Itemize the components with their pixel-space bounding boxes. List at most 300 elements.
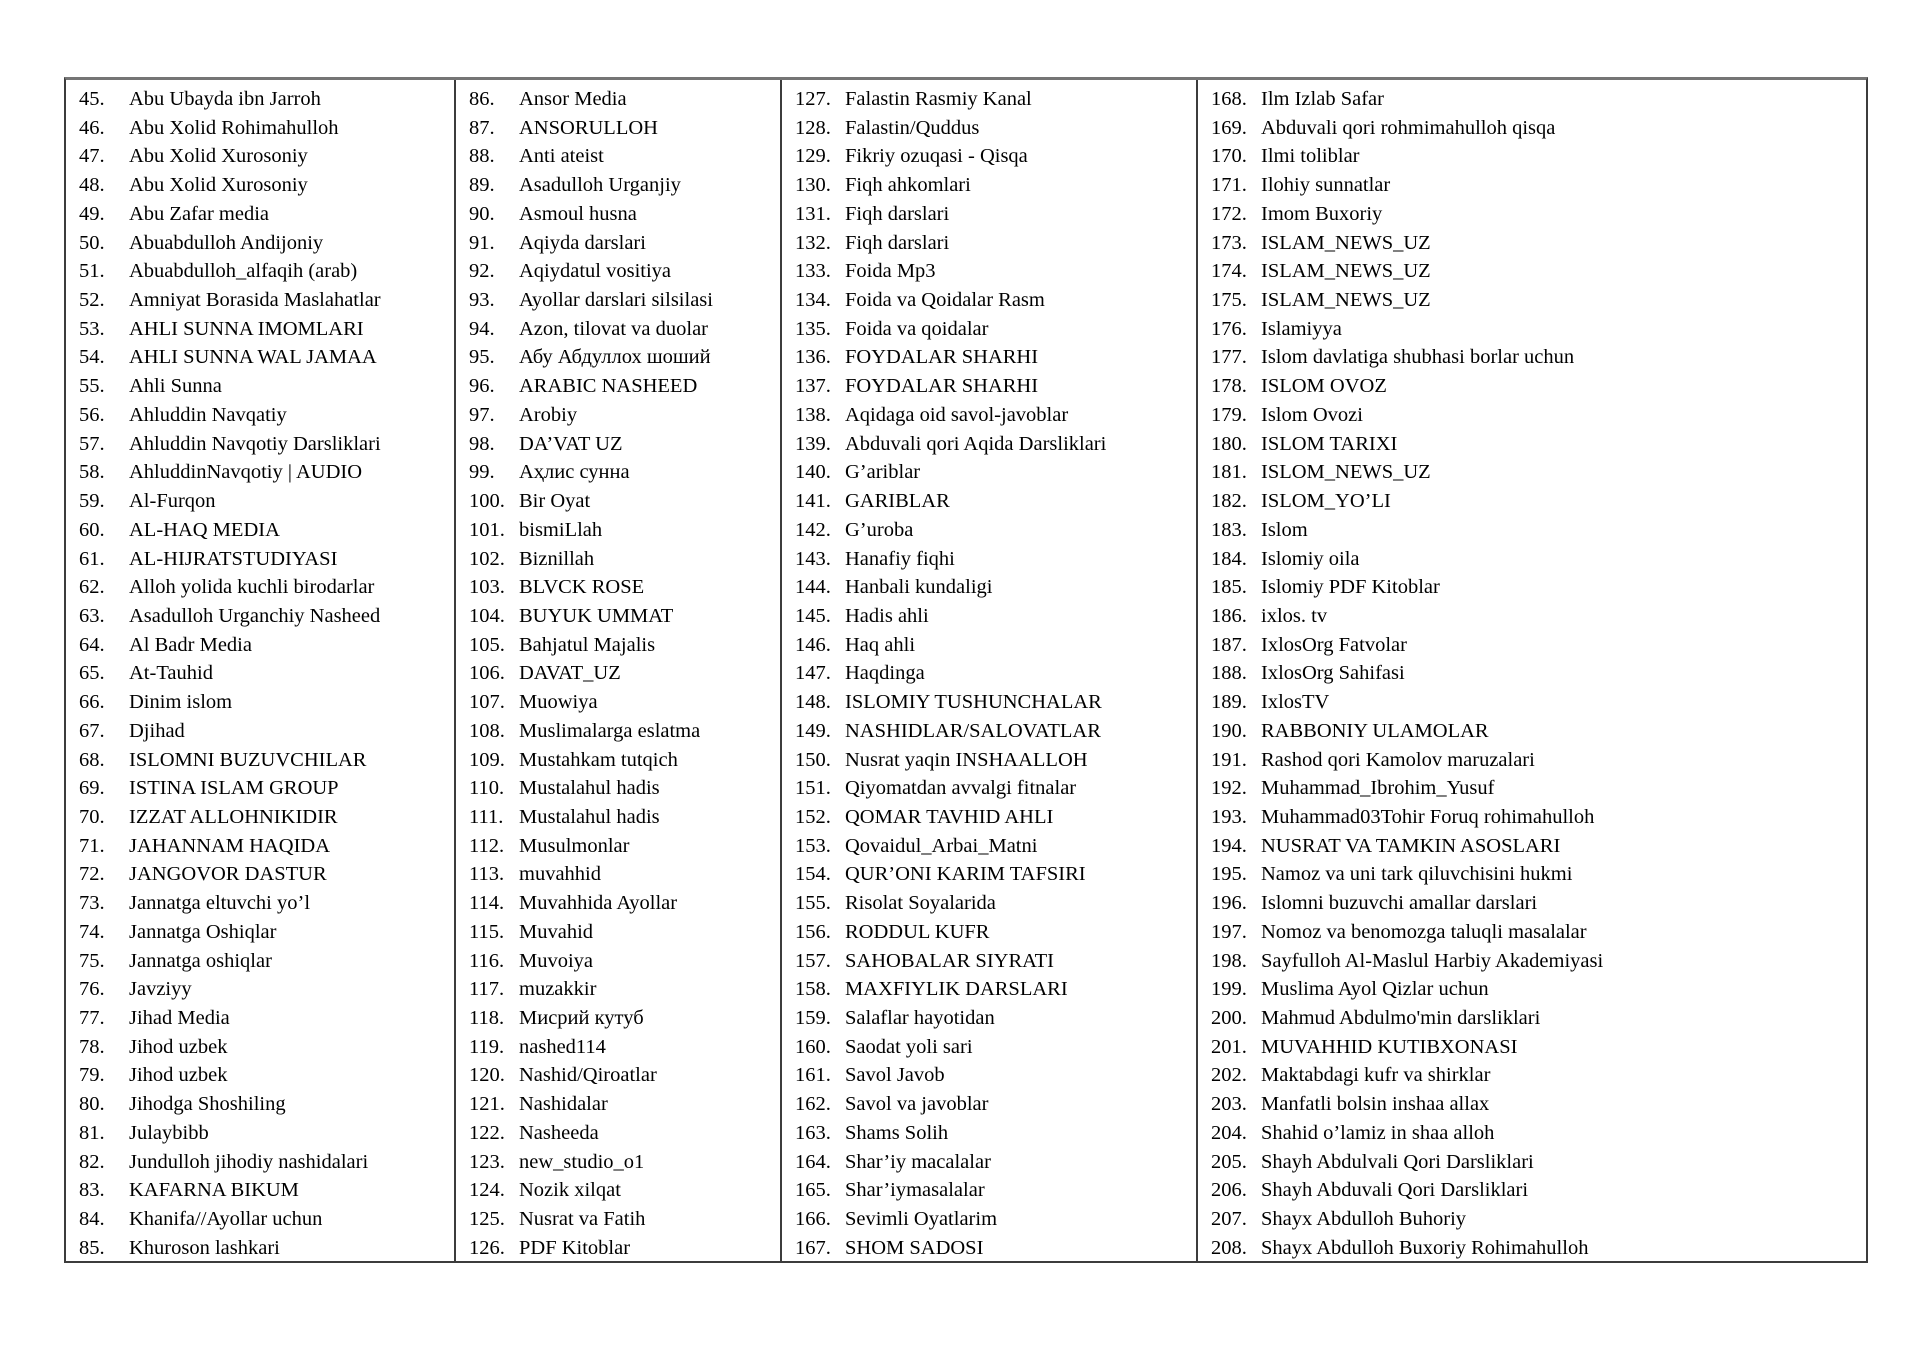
item-number: 114. — [469, 892, 505, 915]
list-item — [795, 746, 1194, 775]
item-number: 76. — [79, 978, 105, 1001]
item-label: Jihad Media — [129, 1007, 230, 1029]
item-label: Azon, tilovat va duolar — [519, 317, 709, 340]
item-label: Muhammad03Tohir Foruq rohimahulloh — [1261, 805, 1595, 828]
item-label: Abu Zafar media — [129, 202, 270, 225]
item-label: Fiqh ahkomlari — [845, 174, 971, 197]
list-item — [469, 114, 778, 143]
item-label: AL-HIJRATSTUDIYASI — [129, 547, 338, 570]
list-item — [469, 1119, 778, 1148]
list-item — [469, 1205, 778, 1234]
item-number: 100. — [469, 490, 505, 513]
item-number: 127. — [795, 88, 831, 110]
list-item — [79, 229, 452, 258]
item-number: 120. — [469, 1064, 505, 1087]
item-label: Jihod uzbek — [129, 1064, 228, 1087]
item-label: Islom Ovozi — [1261, 403, 1363, 426]
list-item — [795, 229, 1194, 258]
item-label: Bahjatul Majalis — [519, 633, 656, 656]
list-item — [1211, 200, 1864, 229]
list-item — [795, 1061, 1194, 1090]
list-item — [79, 1119, 452, 1148]
item-label: Biznillah — [519, 547, 595, 570]
item-number: 157. — [795, 949, 831, 972]
list-item — [1211, 114, 1864, 143]
list-item — [795, 545, 1194, 574]
item-number: 84. — [79, 1208, 105, 1231]
item-label: Ahluddin Navqatiy — [129, 403, 287, 426]
table-column-4 — [1196, 80, 1866, 1261]
item-number: 46. — [79, 116, 105, 139]
item-label: DA’VAT UZ — [519, 432, 623, 455]
item-number: 55. — [79, 375, 105, 398]
item-label: Haq ahli — [845, 633, 916, 656]
item-label: QUR’ONI KARIM TAFSIRI — [845, 863, 1086, 886]
list-item — [469, 947, 778, 976]
list-item — [795, 487, 1194, 516]
item-label: Al-Furqon — [129, 490, 216, 513]
item-number: 135. — [795, 317, 831, 340]
item-label: Jannatga eltuvchi yo’l — [129, 892, 311, 915]
list-item — [79, 142, 452, 171]
list-item — [1211, 430, 1864, 459]
list-item — [469, 1176, 778, 1205]
item-number: 139. — [795, 432, 831, 455]
list-item — [469, 659, 778, 688]
item-label: Rashod qori Kamolov maruzalari — [1261, 748, 1535, 771]
list-item — [1211, 688, 1864, 717]
item-number: 113. — [469, 863, 505, 886]
item-label: IxlosOrg Sahifasi — [1261, 662, 1405, 685]
item-number: 123. — [469, 1150, 505, 1173]
item-number: 196. — [1211, 892, 1247, 915]
item-number: 58. — [79, 461, 105, 484]
list-item — [1211, 774, 1864, 803]
list-item — [795, 631, 1194, 660]
item-number: 183. — [1211, 518, 1247, 541]
list-item — [1211, 229, 1864, 258]
item-label: Abuabdulloh Andijoniy — [129, 231, 324, 254]
item-label: SHOM SADOSI — [845, 1236, 984, 1259]
item-number: 200. — [1211, 1007, 1247, 1029]
item-number: 125. — [469, 1208, 505, 1231]
item-number: 140. — [795, 461, 831, 484]
list-item — [79, 315, 452, 344]
item-number: 205. — [1211, 1150, 1247, 1173]
item-label: Mustalahul hadis — [519, 805, 660, 828]
list-item — [1211, 1061, 1864, 1090]
list-item — [1211, 1119, 1864, 1148]
item-label: Islom — [1261, 518, 1308, 541]
item-label: Jannatga oshiqlar — [129, 949, 272, 972]
item-label: Muvoiya — [519, 949, 594, 972]
item-number: 77. — [79, 1007, 105, 1029]
list-item — [469, 602, 778, 631]
list-item — [795, 430, 1194, 459]
item-label: Asadulloh Urganchiy Nasheed — [129, 604, 381, 627]
list-item — [79, 286, 452, 315]
list-item — [1211, 516, 1864, 545]
item-label: Hadis ahli — [845, 604, 929, 627]
item-label: ISTINA ISLAM GROUP — [129, 777, 339, 800]
item-number: 207. — [1211, 1208, 1247, 1231]
item-label: Amniyat Borasida Maslahatlar — [129, 289, 381, 312]
item-label: Shayx Abdulloh Buxoriy Rohimahulloh — [1261, 1236, 1589, 1259]
item-number: 64. — [79, 633, 105, 656]
item-label: Ayollar darslari silsilasi — [519, 289, 713, 312]
list-item — [469, 688, 778, 717]
list-item — [795, 717, 1194, 746]
item-label: ISLOM TARIXI — [1261, 432, 1398, 455]
list-item — [1211, 746, 1864, 775]
item-label: Shayh Abdulvali Qori Darsliklari — [1261, 1150, 1534, 1173]
item-number: 63. — [79, 604, 105, 627]
item-label: JAHANNAM HAQIDA — [129, 834, 331, 857]
item-label: Mahmud Abdulmo'min darsliklari — [1261, 1007, 1541, 1029]
list-item — [795, 975, 1194, 1004]
item-number: 136. — [795, 346, 831, 369]
item-label: Mustahkam tutqich — [519, 748, 678, 771]
list-item — [1211, 860, 1864, 889]
list-item — [469, 401, 778, 430]
item-number: 98. — [469, 432, 495, 455]
list-item — [469, 889, 778, 918]
item-label: KAFARNA BIKUM — [129, 1179, 299, 1202]
item-label: muvahhid — [519, 863, 601, 886]
list-item — [79, 774, 452, 803]
list-item — [79, 746, 452, 775]
item-label: Julaybibb — [129, 1121, 209, 1144]
list-item — [795, 774, 1194, 803]
item-label: Jundulloh jihodiy nashidalari — [129, 1150, 369, 1173]
item-label: Fiqh darslari — [845, 202, 950, 225]
table-column-2 — [454, 80, 780, 1261]
item-label: ISLOM OVOZ — [1261, 375, 1387, 398]
item-label: MUVAHHID KUTIBXONASI — [1261, 1035, 1518, 1058]
item-number: 155. — [795, 892, 831, 915]
item-number: 182. — [1211, 490, 1247, 513]
item-label: Asmoul husna — [519, 202, 637, 225]
list-item — [469, 573, 778, 602]
list-item — [1211, 343, 1864, 372]
item-number: 119. — [469, 1035, 505, 1058]
list-item — [795, 918, 1194, 947]
item-number: 122. — [469, 1121, 505, 1144]
item-number: 134. — [795, 289, 831, 312]
list-item — [79, 545, 452, 574]
item-number: 67. — [79, 719, 105, 742]
list-item — [79, 487, 452, 516]
item-label: ISLOM_NEWS_UZ — [1261, 461, 1431, 484]
item-label: Islomiy PDF Kitoblar — [1261, 576, 1440, 599]
list-item — [1211, 1033, 1864, 1062]
item-number: 86. — [469, 88, 495, 110]
list-item — [79, 257, 452, 286]
list-item — [1211, 947, 1864, 976]
list-item — [79, 860, 452, 889]
list-item — [79, 573, 452, 602]
list-item — [795, 889, 1194, 918]
item-label: Qovaidul_Arbai_Matni — [845, 834, 1038, 857]
item-label: Javziyy — [129, 978, 192, 1001]
list-item — [1211, 401, 1864, 430]
item-number: 103. — [469, 576, 505, 599]
item-label: Jihodga Shoshiling — [129, 1093, 286, 1116]
item-label: Shams Solih — [845, 1121, 949, 1144]
item-label: Haqdinga — [845, 662, 925, 685]
item-number: 184. — [1211, 547, 1247, 570]
item-number: 102. — [469, 547, 505, 570]
list-item — [79, 343, 452, 372]
item-label: Foida Mp3 — [845, 260, 936, 283]
item-label: Islom davlatiga shubhasi borlar uchun — [1261, 346, 1575, 369]
item-number: 90. — [469, 202, 495, 225]
item-number: 75. — [79, 949, 105, 972]
item-label: Muowiya — [519, 691, 598, 714]
item-number: 128. — [795, 116, 831, 139]
list-item — [79, 1004, 452, 1033]
list-item — [1211, 975, 1864, 1004]
item-number: 71. — [79, 834, 105, 857]
item-label: ISLOMIY TUSHUNCHALAR — [845, 691, 1102, 714]
item-number: 80. — [79, 1093, 105, 1116]
item-number: 189. — [1211, 691, 1247, 714]
list-item — [1211, 458, 1864, 487]
list-item — [1211, 717, 1864, 746]
item-label: nashed114 — [519, 1035, 606, 1058]
item-number: 170. — [1211, 145, 1247, 168]
item-label: Аҳлис сунна — [519, 461, 630, 484]
item-number: 72. — [79, 863, 105, 886]
list-item — [79, 889, 452, 918]
list-item — [79, 171, 452, 200]
item-label: Manfatli bolsin inshaa allax — [1261, 1093, 1490, 1116]
list-item — [469, 1061, 778, 1090]
item-label: Aqidaga oid savol-javoblar — [845, 403, 1069, 426]
list-item — [79, 372, 452, 401]
item-label: Abu Ubayda ibn Jarroh — [129, 88, 321, 110]
item-label: Fikriy ozuqasi - Qisqa — [845, 145, 1028, 168]
item-number: 107. — [469, 691, 505, 714]
list-item — [469, 372, 778, 401]
item-label: Al Badr Media — [129, 633, 252, 656]
item-number: 180. — [1211, 432, 1247, 455]
item-number: 208. — [1211, 1236, 1247, 1259]
list-item — [1211, 832, 1864, 861]
list-item — [79, 458, 452, 487]
item-number: 191. — [1211, 748, 1247, 771]
item-label: Nusrat va Fatih — [519, 1208, 646, 1231]
item-number: 97. — [469, 403, 495, 426]
item-label: bismiLlah — [519, 518, 603, 541]
list-item — [79, 516, 452, 545]
item-label: At-Tauhid — [129, 662, 213, 685]
item-label: Islomni buzuvchi amallar darslari — [1261, 892, 1538, 915]
list-item — [795, 1004, 1194, 1033]
item-number: 70. — [79, 805, 105, 828]
list-item — [795, 602, 1194, 631]
item-label: AHLI SUNNA WAL JAMAA — [129, 346, 377, 369]
list-item — [795, 343, 1194, 372]
list-item — [795, 458, 1194, 487]
list-item — [79, 1234, 452, 1261]
list-item — [79, 85, 452, 114]
list-item — [79, 1090, 452, 1119]
item-number: 178. — [1211, 375, 1247, 398]
list-item — [79, 832, 452, 861]
item-label: Fiqh darslari — [845, 231, 950, 254]
item-number: 108. — [469, 719, 505, 742]
item-number: 69. — [79, 777, 105, 800]
list-item — [79, 1033, 452, 1062]
item-number: 161. — [795, 1064, 831, 1087]
item-number: 202. — [1211, 1064, 1247, 1087]
item-label: Shayx Abdulloh Buhoriy — [1261, 1208, 1467, 1231]
item-label: Nashid/Qiroatlar — [519, 1064, 657, 1087]
item-number: 148. — [795, 691, 831, 714]
item-number: 78. — [79, 1035, 105, 1058]
list-item — [795, 573, 1194, 602]
item-label: ARABIC NASHEED — [519, 375, 698, 398]
item-label: PDF Kitoblar — [519, 1236, 631, 1259]
item-label: Falastin/Quddus — [845, 116, 980, 139]
list-item — [1211, 1234, 1864, 1261]
item-label: Nozik xilqat — [519, 1179, 621, 1202]
list-item — [469, 774, 778, 803]
list-item — [79, 659, 452, 688]
item-number: 153. — [795, 834, 831, 857]
list-item — [469, 975, 778, 1004]
list-item — [469, 458, 778, 487]
item-number: 188. — [1211, 662, 1247, 685]
item-label: Djihad — [129, 719, 185, 742]
item-number: 185. — [1211, 576, 1247, 599]
item-label: Saodat yoli sari — [845, 1035, 973, 1058]
item-number: 172. — [1211, 202, 1247, 225]
item-number: 186. — [1211, 604, 1247, 627]
list-item — [79, 401, 452, 430]
item-number: 149. — [795, 719, 831, 742]
list-item — [469, 1090, 778, 1119]
item-label: ISLAM_NEWS_UZ — [1261, 260, 1431, 283]
list-item — [469, 171, 778, 200]
list-item — [1211, 257, 1864, 286]
list-item — [1211, 315, 1864, 344]
item-label: NASHIDLAR/SALOVATLAR — [845, 719, 1101, 742]
list-item — [795, 401, 1194, 430]
item-label: AhluddinNavqotiy | AUDIO — [129, 461, 363, 484]
item-label: Sevimli Oyatlarim — [845, 1208, 998, 1231]
list-item — [795, 659, 1194, 688]
item-label: Savol Javob — [845, 1064, 945, 1087]
item-label: Abu Xolid Rohimahulloh — [129, 116, 339, 139]
item-number: 163. — [795, 1121, 831, 1144]
item-label: Imom Buxoriy — [1261, 202, 1383, 225]
list-item — [795, 1119, 1194, 1148]
item-number: 109. — [469, 748, 505, 771]
item-label: JANGOVOR DASTUR — [129, 863, 327, 886]
list-item — [79, 602, 452, 631]
list-item — [469, 1148, 778, 1177]
item-number: 87. — [469, 116, 495, 139]
item-number: 179. — [1211, 403, 1247, 426]
list-item — [795, 142, 1194, 171]
item-number: 204. — [1211, 1121, 1247, 1144]
item-label: FOYDALAR SHARHI — [845, 346, 1039, 369]
item-label: Mustalahul hadis — [519, 777, 660, 800]
list-item — [1211, 1176, 1864, 1205]
item-label: Aqiyda darslari — [519, 231, 646, 254]
item-number: 177. — [1211, 346, 1247, 369]
item-number: 65. — [79, 662, 105, 685]
item-number: 169. — [1211, 116, 1247, 139]
list-item — [79, 803, 452, 832]
list-item — [1211, 631, 1864, 660]
item-number: 151. — [795, 777, 831, 800]
item-label: Sayfulloh Al-Maslul Harbiy Akademiyasi — [1261, 949, 1604, 972]
list-item — [469, 430, 778, 459]
list-item — [79, 1061, 452, 1090]
item-label: Khuroson lashkari — [129, 1236, 280, 1259]
list-item — [469, 918, 778, 947]
item-number: 203. — [1211, 1093, 1247, 1116]
list-item — [1211, 286, 1864, 315]
item-number: 198. — [1211, 949, 1247, 972]
list-item — [1211, 85, 1864, 114]
item-number: 89. — [469, 174, 495, 197]
list-item — [469, 631, 778, 660]
list-item — [79, 947, 452, 976]
item-number: 138. — [795, 403, 831, 426]
item-label: Abduvali qori Aqida Darsliklari — [845, 432, 1107, 455]
item-label: RABBONIY ULAMOLAR — [1261, 719, 1489, 742]
list-item — [1211, 487, 1864, 516]
item-label: Ansor Media — [519, 88, 627, 110]
item-label: IxlosTV — [1261, 691, 1330, 714]
item-label: Khanifa//Ayollar uchun — [129, 1208, 323, 1231]
item-number: 101. — [469, 518, 505, 541]
item-label: ISLAM_NEWS_UZ — [1261, 231, 1431, 254]
item-number: 176. — [1211, 317, 1247, 340]
item-number: 166. — [795, 1208, 831, 1231]
item-number: 91. — [469, 231, 495, 254]
item-label: Jannatga Oshiqlar — [129, 920, 277, 943]
item-number: 110. — [469, 777, 505, 800]
list-item — [469, 803, 778, 832]
list-item — [79, 688, 452, 717]
item-number: 94. — [469, 317, 495, 340]
list-item — [795, 372, 1194, 401]
list-item — [795, 1176, 1194, 1205]
item-number: 121. — [469, 1093, 505, 1116]
item-number: 187. — [1211, 633, 1247, 656]
list-item — [79, 717, 452, 746]
item-number: 206. — [1211, 1179, 1247, 1202]
item-number: 132. — [795, 231, 831, 254]
item-label: Ahluddin Navqotiy Darsliklari — [129, 432, 381, 455]
list-item — [469, 200, 778, 229]
item-number: 51. — [79, 260, 105, 283]
item-label: BLVCK ROSE — [519, 576, 645, 599]
list-item — [1211, 1090, 1864, 1119]
list-item — [795, 286, 1194, 315]
list-item — [469, 545, 778, 574]
item-number: 81. — [79, 1121, 105, 1144]
list-item — [79, 114, 452, 143]
item-number: 111. — [469, 805, 504, 828]
list-item — [1211, 573, 1864, 602]
item-number: 61. — [79, 547, 105, 570]
